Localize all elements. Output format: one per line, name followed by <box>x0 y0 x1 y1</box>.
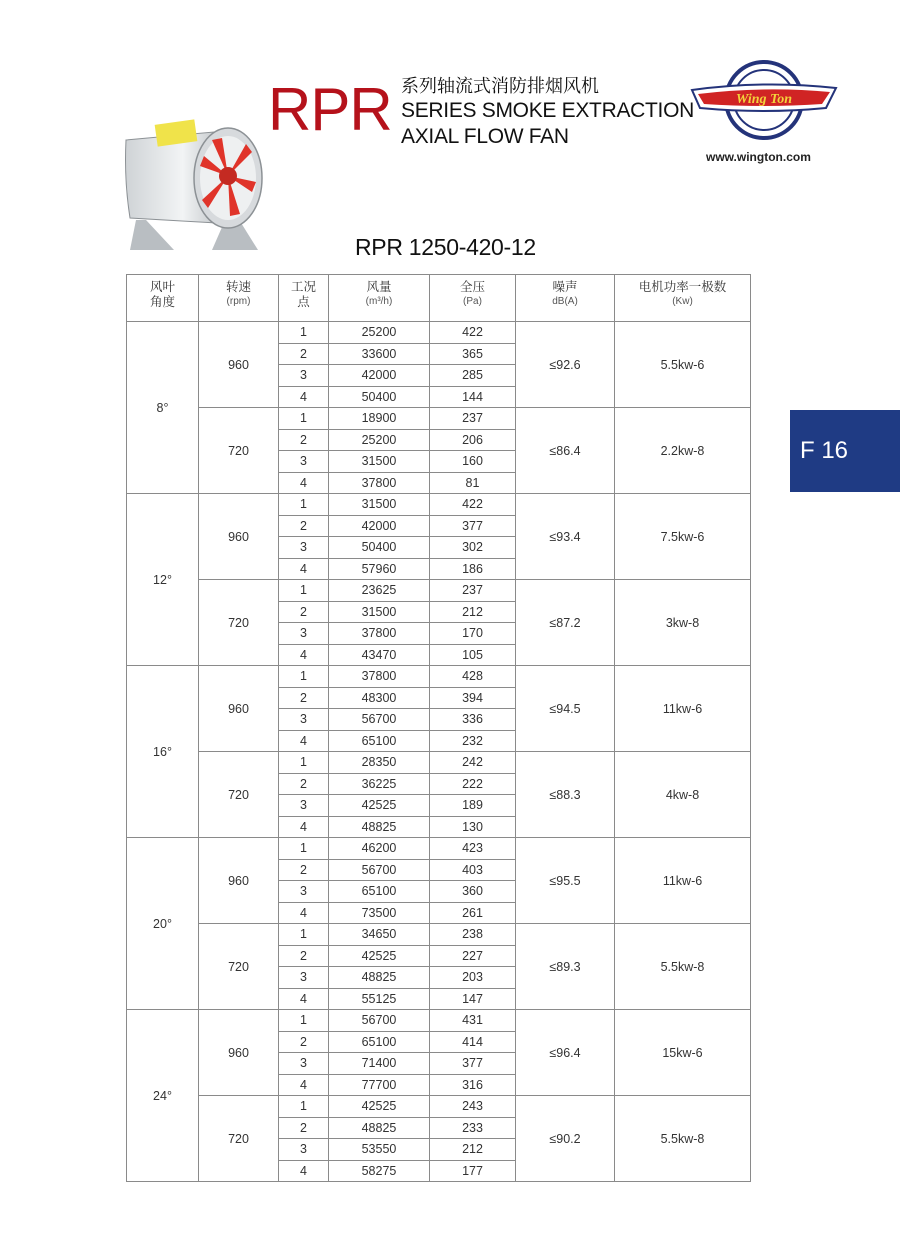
pressure-cell: 261 <box>430 902 516 924</box>
pressure-cell: 233 <box>430 1117 516 1139</box>
header-point <box>279 275 329 322</box>
pressure-cell: 212 <box>430 1139 516 1161</box>
pressure-cell: 285 <box>430 365 516 387</box>
noise-cell: ≤86.4 <box>516 408 615 494</box>
pressure-cell: 144 <box>430 386 516 408</box>
operating-point-cell: 1 <box>279 666 329 688</box>
speed-cell: 960 <box>199 838 279 924</box>
pressure-cell: 242 <box>430 752 516 774</box>
airflow-cell: 28350 <box>329 752 430 774</box>
airflow-cell: 43470 <box>329 644 430 666</box>
header-pressure <box>430 275 516 322</box>
motor-power-cell: 15kw-6 <box>615 1010 751 1096</box>
noise-cell: ≤94.5 <box>516 666 615 752</box>
noise-cell: ≤92.6 <box>516 322 615 408</box>
operating-point-cell: 2 <box>279 515 329 537</box>
operating-point-cell: 3 <box>279 1053 329 1075</box>
blade-angle-cell: 12° <box>127 494 199 666</box>
airflow-cell: 71400 <box>329 1053 430 1075</box>
pressure-cell: 360 <box>430 881 516 903</box>
operating-point-cell: 3 <box>279 967 329 989</box>
blade-angle-cell: 8° <box>127 322 199 494</box>
speed-cell: 960 <box>199 494 279 580</box>
operating-point-cell: 2 <box>279 859 329 881</box>
airflow-cell: 23625 <box>329 580 430 602</box>
pressure-cell: 206 <box>430 429 516 451</box>
header-airflow-unit: (m³/h) <box>365 296 393 307</box>
airflow-cell: 56700 <box>329 859 430 881</box>
motor-power-cell: 11kw-6 <box>615 838 751 924</box>
blade-angle-cell: 16° <box>127 666 199 838</box>
svg-text:Wing Ton: Wing Ton <box>735 92 793 107</box>
operating-point-cell: 3 <box>279 1139 329 1161</box>
header-pressure-unit: (Pa) <box>463 296 482 307</box>
pressure-cell: 237 <box>430 580 516 602</box>
operating-point-cell: 3 <box>279 451 329 473</box>
pressure-cell: 130 <box>430 816 516 838</box>
pressure-cell: 422 <box>430 494 516 516</box>
pressure-cell: 302 <box>430 537 516 559</box>
airflow-cell: 37800 <box>329 623 430 645</box>
airflow-cell: 36225 <box>329 773 430 795</box>
airflow-cell: 48825 <box>329 816 430 838</box>
header-noise-cn: 噪声 <box>552 279 578 294</box>
airflow-cell: 77700 <box>329 1074 430 1096</box>
table-row <box>127 1096 751 1118</box>
airflow-cell: 31500 <box>329 494 430 516</box>
header-speed-cn: 转速 <box>225 279 251 294</box>
airflow-cell: 56700 <box>329 1010 430 1032</box>
pressure-cell: 147 <box>430 988 516 1010</box>
pressure-cell: 237 <box>430 408 516 430</box>
noise-cell: ≤90.2 <box>516 1096 615 1182</box>
model-number: RPR 1250-420-12 <box>355 234 536 260</box>
page-tab: F 16 <box>790 410 900 492</box>
speed-cell: 960 <box>199 322 279 408</box>
header-noise-unit: dB(A) <box>552 296 578 307</box>
speed-cell: 720 <box>199 580 279 666</box>
operating-point-cell: 3 <box>279 537 329 559</box>
pressure-cell: 414 <box>430 1031 516 1053</box>
header-speed-unit: (rpm) <box>226 296 251 307</box>
operating-point-cell: 3 <box>279 365 329 387</box>
airflow-cell: 31500 <box>329 601 430 623</box>
noise-cell: ≤96.4 <box>516 1010 615 1096</box>
operating-point-cell: 1 <box>279 408 329 430</box>
blade-angle-cell: 24° <box>127 1010 199 1182</box>
operating-point-cell: 2 <box>279 945 329 967</box>
operating-point-cell: 4 <box>279 1160 329 1182</box>
motor-power-cell: 2.2kw-8 <box>615 408 751 494</box>
product-title-block <box>401 76 694 150</box>
header-speed <box>199 275 279 322</box>
operating-point-cell: 4 <box>279 644 329 666</box>
airflow-cell: 46200 <box>329 838 430 860</box>
speed-cell: 960 <box>199 666 279 752</box>
motor-power-cell: 5.5kw-8 <box>615 1096 751 1182</box>
brand-title: RPR <box>268 76 392 143</box>
airflow-cell: 48300 <box>329 687 430 709</box>
speed-cell: 720 <box>199 408 279 494</box>
pressure-cell: 422 <box>430 322 516 344</box>
pressure-cell: 377 <box>430 515 516 537</box>
table-row <box>127 924 751 946</box>
pressure-cell: 189 <box>430 795 516 817</box>
pressure-cell: 203 <box>430 967 516 989</box>
airflow-cell: 25200 <box>329 322 430 344</box>
noise-cell: ≤93.4 <box>516 494 615 580</box>
noise-cell: ≤88.3 <box>516 752 615 838</box>
table-header <box>127 275 751 322</box>
blade-angle-cell: 20° <box>127 838 199 1010</box>
noise-cell: ≤87.2 <box>516 580 615 666</box>
airflow-cell: 48825 <box>329 1117 430 1139</box>
table-row <box>127 322 751 344</box>
product-title-cn: 系列轴流式消防排烟风机 <box>401 76 599 97</box>
table-row <box>127 408 751 430</box>
header-motor <box>615 275 751 322</box>
motor-power-cell: 11kw-6 <box>615 666 751 752</box>
table-body <box>127 322 751 1182</box>
operating-point-cell: 3 <box>279 709 329 731</box>
header-angle <box>127 275 199 322</box>
header-pressure-cn: 全压 <box>459 279 485 294</box>
table-row <box>127 580 751 602</box>
operating-point-cell: 1 <box>279 924 329 946</box>
operating-point-cell: 3 <box>279 795 329 817</box>
pressure-cell: 186 <box>430 558 516 580</box>
motor-power-cell: 5.5kw-8 <box>615 924 751 1010</box>
operating-point-cell: 1 <box>279 838 329 860</box>
operating-point-cell: 2 <box>279 601 329 623</box>
pressure-cell: 365 <box>430 343 516 365</box>
header-row <box>127 275 751 322</box>
performance-table <box>126 274 751 1182</box>
pressure-cell: 428 <box>430 666 516 688</box>
speed-cell: 720 <box>199 1096 279 1182</box>
pressure-cell: 160 <box>430 451 516 473</box>
airflow-cell: 42000 <box>329 365 430 387</box>
pressure-cell: 423 <box>430 838 516 860</box>
pressure-cell: 177 <box>430 1160 516 1182</box>
motor-power-cell: 4kw-8 <box>615 752 751 838</box>
airflow-cell: 65100 <box>329 881 430 903</box>
operating-point-cell: 2 <box>279 687 329 709</box>
pressure-cell: 212 <box>430 601 516 623</box>
motor-power-cell: 5.5kw-6 <box>615 322 751 408</box>
airflow-cell: 65100 <box>329 730 430 752</box>
speed-cell: 720 <box>199 924 279 1010</box>
operating-point-cell: 1 <box>279 494 329 516</box>
pressure-cell: 336 <box>430 709 516 731</box>
pressure-cell: 403 <box>430 859 516 881</box>
operating-point-cell: 2 <box>279 1031 329 1053</box>
pressure-cell: 222 <box>430 773 516 795</box>
operating-point-cell: 2 <box>279 1117 329 1139</box>
operating-point-cell: 4 <box>279 988 329 1010</box>
airflow-cell: 42525 <box>329 1096 430 1118</box>
operating-point-cell: 2 <box>279 773 329 795</box>
company-logo <box>690 58 838 142</box>
operating-point-cell: 4 <box>279 730 329 752</box>
speed-cell: 960 <box>199 1010 279 1096</box>
pressure-cell: 81 <box>430 472 516 494</box>
website-url[interactable]: www.wington.com <box>706 150 811 164</box>
table-row <box>127 1010 751 1032</box>
speed-cell: 720 <box>199 752 279 838</box>
airflow-cell: 50400 <box>329 386 430 408</box>
header-motor-cn: 电机功率一极数 <box>638 279 727 294</box>
header-point-cn: 工况 点 <box>290 279 316 309</box>
airflow-cell: 73500 <box>329 902 430 924</box>
airflow-cell: 37800 <box>329 472 430 494</box>
product-title-en-line1: SERIES SMOKE EXTRACTION <box>401 99 694 122</box>
noise-cell: ≤89.3 <box>516 924 615 1010</box>
operating-point-cell: 4 <box>279 816 329 838</box>
pressure-cell: 316 <box>430 1074 516 1096</box>
airflow-cell: 58275 <box>329 1160 430 1182</box>
operating-point-cell: 2 <box>279 343 329 365</box>
airflow-cell: 50400 <box>329 537 430 559</box>
noise-cell: ≤95.5 <box>516 838 615 924</box>
pressure-cell: 238 <box>430 924 516 946</box>
header-noise <box>516 275 615 322</box>
operating-point-cell: 3 <box>279 623 329 645</box>
operating-point-cell: 1 <box>279 1096 329 1118</box>
header-airflow <box>329 275 430 322</box>
airflow-cell: 25200 <box>329 429 430 451</box>
operating-point-cell: 4 <box>279 472 329 494</box>
operating-point-cell: 3 <box>279 881 329 903</box>
pressure-cell: 243 <box>430 1096 516 1118</box>
airflow-cell: 53550 <box>329 1139 430 1161</box>
airflow-cell: 65100 <box>329 1031 430 1053</box>
table-row <box>127 494 751 516</box>
airflow-cell: 37800 <box>329 666 430 688</box>
header-motor-unit: (Kw) <box>672 296 693 307</box>
airflow-cell: 55125 <box>329 988 430 1010</box>
table-row <box>127 752 751 774</box>
airflow-cell: 33600 <box>329 343 430 365</box>
pressure-cell: 105 <box>430 644 516 666</box>
pressure-cell: 394 <box>430 687 516 709</box>
operating-point-cell: 4 <box>279 386 329 408</box>
pressure-cell: 431 <box>430 1010 516 1032</box>
airflow-cell: 56700 <box>329 709 430 731</box>
operating-point-cell: 2 <box>279 429 329 451</box>
airflow-cell: 57960 <box>329 558 430 580</box>
pressure-cell: 170 <box>430 623 516 645</box>
airflow-cell: 34650 <box>329 924 430 946</box>
airflow-cell: 48825 <box>329 967 430 989</box>
table-row <box>127 838 751 860</box>
operating-point-cell: 4 <box>279 1074 329 1096</box>
motor-power-cell: 3kw-8 <box>615 580 751 666</box>
operating-point-cell: 1 <box>279 322 329 344</box>
airflow-cell: 18900 <box>329 408 430 430</box>
operating-point-cell: 1 <box>279 580 329 602</box>
header-angle-cn: 风叶 角度 <box>149 279 175 309</box>
airflow-cell: 42000 <box>329 515 430 537</box>
pressure-cell: 227 <box>430 945 516 967</box>
airflow-cell: 31500 <box>329 451 430 473</box>
airflow-cell: 42525 <box>329 795 430 817</box>
motor-power-cell: 7.5kw-6 <box>615 494 751 580</box>
table-row <box>127 666 751 688</box>
operating-point-cell: 1 <box>279 752 329 774</box>
operating-point-cell: 1 <box>279 1010 329 1032</box>
pressure-cell: 232 <box>430 730 516 752</box>
operating-point-cell: 4 <box>279 902 329 924</box>
product-title-en-line2: AXIAL FLOW FAN <box>401 125 569 148</box>
airflow-cell: 42525 <box>329 945 430 967</box>
axial-fan-illustration <box>116 100 276 260</box>
header-airflow-cn: 风量 <box>366 279 392 294</box>
pressure-cell: 377 <box>430 1053 516 1075</box>
operating-point-cell: 4 <box>279 558 329 580</box>
